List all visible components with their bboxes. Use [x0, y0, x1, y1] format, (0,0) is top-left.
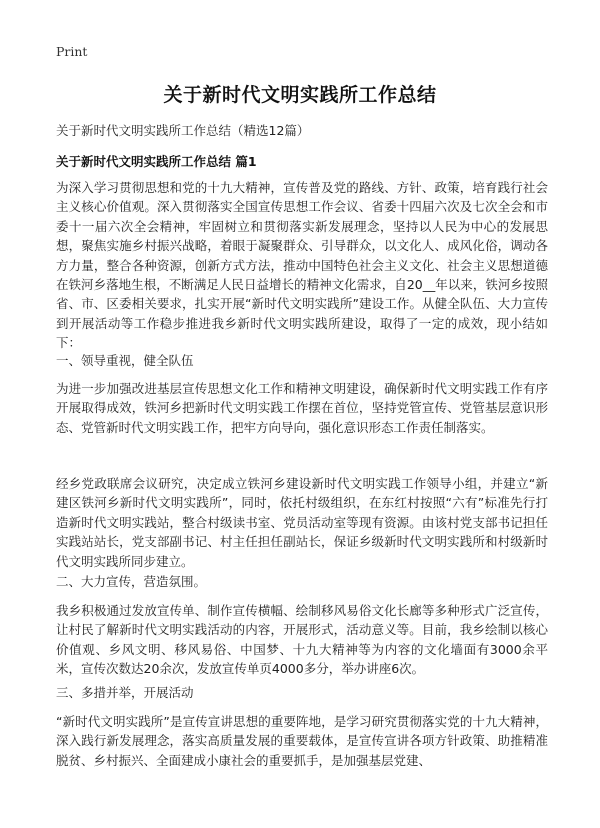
- leadership-paragraph-2: 经乡党政联席会议研究，决定成立铁河乡建设新时代文明实践工作领导小组，并建立“新建区铁河乡新时代文明实践所”，同时，依托村级组织，在东红村按照“六有”标准先行打造新时代文明实践站，整合村级读书室、党员活动室等现有资源。由该村党支部书记担任实践站站长，党支部副书记、村主任担任副站长，保证乡级新时代文明实践所和村级新时代文明实践所同步建立。: [56, 476, 548, 569]
- heading-leadership: 一、领导重视，健全队伍: [56, 353, 194, 368]
- print-link[interactable]: Print: [56, 44, 88, 59]
- activities-paragraph: “新时代文明实践所”是宣传宣讲思想的重要阵地，是学习研究贯彻落实党的十九大精神，深入践行新发展理念，落实高质量发展的重要载体，是宣传宣讲各项方针政策、助推精准脱贫、乡村振兴、全面建成小康社会的重要抓手，是加强基层党建、: [56, 714, 548, 768]
- heading-publicity: 二、大力宣传，营造氛围。: [56, 574, 207, 589]
- document-subtitle: 关于新时代文明实践所工作总结（精选12篇）: [56, 123, 310, 138]
- publicity-paragraph: 我乡积极通过发放宣传单、制作宣传横幅、绘制移风易俗文化长廊等多种形式广泛宣传，让村民了解新时代文明实践活动的内容，开展形式，活动意义等。目前，我乡绘制以核心价值观、乡风文明、移风易俗、中国梦、十九大精神等为内容的文化墙面有3000余平米，宣传次数达20余次，发放宣传单页4000多分，举办讲座6次。: [56, 603, 548, 677]
- leadership-paragraph-1: 为进一步加强改进基层宣传思想文化工作和精神文明建设，确保新时代文明实践工作有序开展取得成效，铁河乡把新时代文明实践工作摆在首位，坚持党管宣传、党管基层意识形态、党管新时代文明实践工作，把牢方向导向，强化意识形态工作责任制落实。: [56, 381, 548, 435]
- page-title: 关于新时代文明实践所工作总结: [163, 84, 437, 106]
- section-title: 关于新时代文明实践所工作总结 篇1: [56, 154, 257, 169]
- intro-paragraph: 为深入学习贯彻思想和党的十九大精神，宣传普及党的路线、方针、政策，培育践行社会主义核心价值观。深入贯彻落实全国宣传思想工作会议、省委十四届六次及七次全会和市委十一届六次全会精神，牢固树立和贯彻落实新发展理念，坚持以人民为中心的发展思想，聚焦实施乡村振兴战略，着眼于凝聚群众、引导群众，以文化人、成风化俗，调动各方力量，整合各种资源，创新方式方法，推动中国特色社会主义文化、社会主义思想道德在铁河乡落地生根，不断满足人民日益增长的精神文化需求，自20__年以来，铁河乡按照省、市、区委相关要求，扎实开展“新时代文明实践所”建设工作。从健全队伍、大力宣传到开展活动等工作稳步推进我乡新时代文明实践所建设，取得了一定的成效，现小结如下：: [56, 180, 548, 351]
- heading-activities: 三、多措并举，开展活动: [56, 685, 194, 700]
